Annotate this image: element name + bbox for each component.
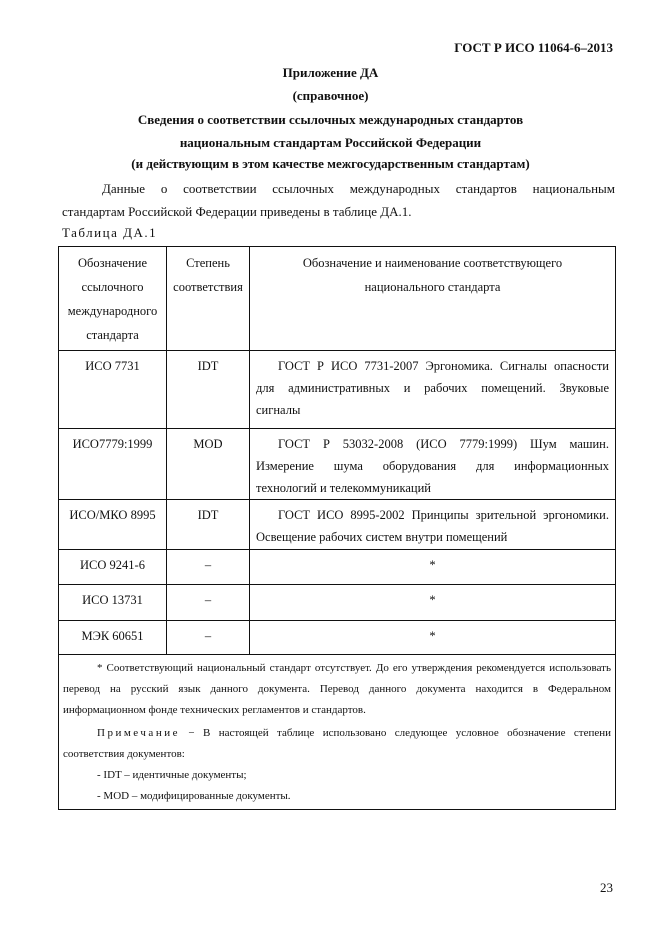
degree-cell: IDT xyxy=(167,351,250,429)
national-cell: * xyxy=(250,621,616,655)
ref-cell: ИСО 7731 xyxy=(59,351,167,429)
legend-item: - MOD – модифицированные документы. xyxy=(97,790,291,802)
header-text: национального стандарта xyxy=(364,280,501,294)
degree-cell: MOD xyxy=(167,429,250,500)
header-text: стандарта xyxy=(86,328,139,342)
national-cell: * xyxy=(250,550,616,585)
note-line: соответствия документов: xyxy=(63,748,185,760)
national-text: для административных и рабочих помещений. Звуковые xyxy=(256,381,609,395)
header-national-standard xyxy=(250,247,616,351)
ref-cell: ИСО7779:1999 xyxy=(59,429,167,500)
header-text: соответствия xyxy=(173,280,243,294)
table-row xyxy=(59,500,616,550)
degree-cell: IDT xyxy=(167,500,250,550)
national-text: ГОСТ Р ИСО 7731-2007 Эргономика. Сигналы опасности xyxy=(278,359,609,373)
note-line xyxy=(63,723,611,744)
national-cell xyxy=(250,500,616,550)
appendix-kind: (справочное) xyxy=(292,88,369,103)
national-text: Измерение шума оборудования для информационных xyxy=(256,459,609,473)
header-text: международного xyxy=(67,304,158,318)
correspondence-table xyxy=(58,246,616,810)
legend-item: - IDT – идентичные документы; xyxy=(97,769,247,781)
national-cell: * xyxy=(250,585,616,621)
national-cell xyxy=(250,351,616,429)
footnote-line: перевод на русский язык данного документа. Перевод данного документа находится в Федеральном xyxy=(63,683,611,695)
appendix-heading-line-3: (и действующим в этом качестве межгосударственным стандартам) xyxy=(131,156,530,171)
footnote-line: информационном фонде технических регламентов и стандартов. xyxy=(63,704,366,716)
table-header-row xyxy=(59,247,616,351)
intro-line-2: стандартам Российской Федерации приведены в таблице ДА.1. xyxy=(62,204,412,219)
ref-cell: ИСО 9241-6 xyxy=(59,550,167,585)
ref-cell: ИСО/МКО 8995 xyxy=(59,500,167,550)
header-text: Обозначение и наименование соответствующего xyxy=(302,256,563,270)
national-text: технологий и телекоммуникаций xyxy=(256,481,431,495)
national-text: Освещение рабочих систем внутри помещений xyxy=(256,530,508,544)
national-text: ГОСТ ИСО 8995-2002 Принципы зрительной эргономики. xyxy=(278,508,609,522)
national-cell xyxy=(250,429,616,500)
table-row xyxy=(59,351,616,429)
header-text: ссылочного xyxy=(81,280,144,294)
national-text: ГОСТ Р 53032-2008 (ИСО 7779:1999) Шум машин. xyxy=(278,437,609,451)
degree-cell: – xyxy=(167,621,250,655)
header-text: Обозначение xyxy=(77,256,148,270)
header-degree xyxy=(167,247,250,351)
national-text: сигналы xyxy=(256,403,301,417)
table-row xyxy=(59,585,616,621)
table-footnote-row xyxy=(59,655,616,810)
header-text: Степень xyxy=(186,256,230,270)
appendix-heading-line-1: Сведения о соответствии ссылочных международных стандартов xyxy=(137,112,524,127)
table-row xyxy=(59,621,616,655)
ref-cell: ИСО 13731 xyxy=(59,585,167,621)
appendix-title: Приложение ДА xyxy=(282,65,379,80)
document-code: ГОСТ Р ИСО 11064-6–2013 xyxy=(454,40,613,55)
degree-cell: – xyxy=(167,550,250,585)
page-number: 23 xyxy=(600,880,613,895)
degree-cell: – xyxy=(167,585,250,621)
ref-cell: МЭК 60651 xyxy=(59,621,167,655)
table-row xyxy=(59,550,616,585)
appendix-heading-line-2: национальным стандартам Российской Федерации xyxy=(179,135,482,150)
note-text: − В настоящей таблице использовано следующее условное обозначение степени xyxy=(188,727,612,739)
header-reference-standard xyxy=(59,247,167,351)
footnote-line: * Соответствующий национальный стандарт отсутствует. До его утверждения рекомендуется использовать xyxy=(97,662,611,674)
intro-paragraph xyxy=(62,177,615,223)
table-footnote xyxy=(59,655,616,810)
table-row xyxy=(59,429,616,500)
note-label: Примечание xyxy=(97,727,180,739)
intro-line-1: Данные о соответствии ссылочных международных стандартов национальным xyxy=(102,181,615,196)
table-caption: Таблица ДА.1 xyxy=(62,225,158,240)
